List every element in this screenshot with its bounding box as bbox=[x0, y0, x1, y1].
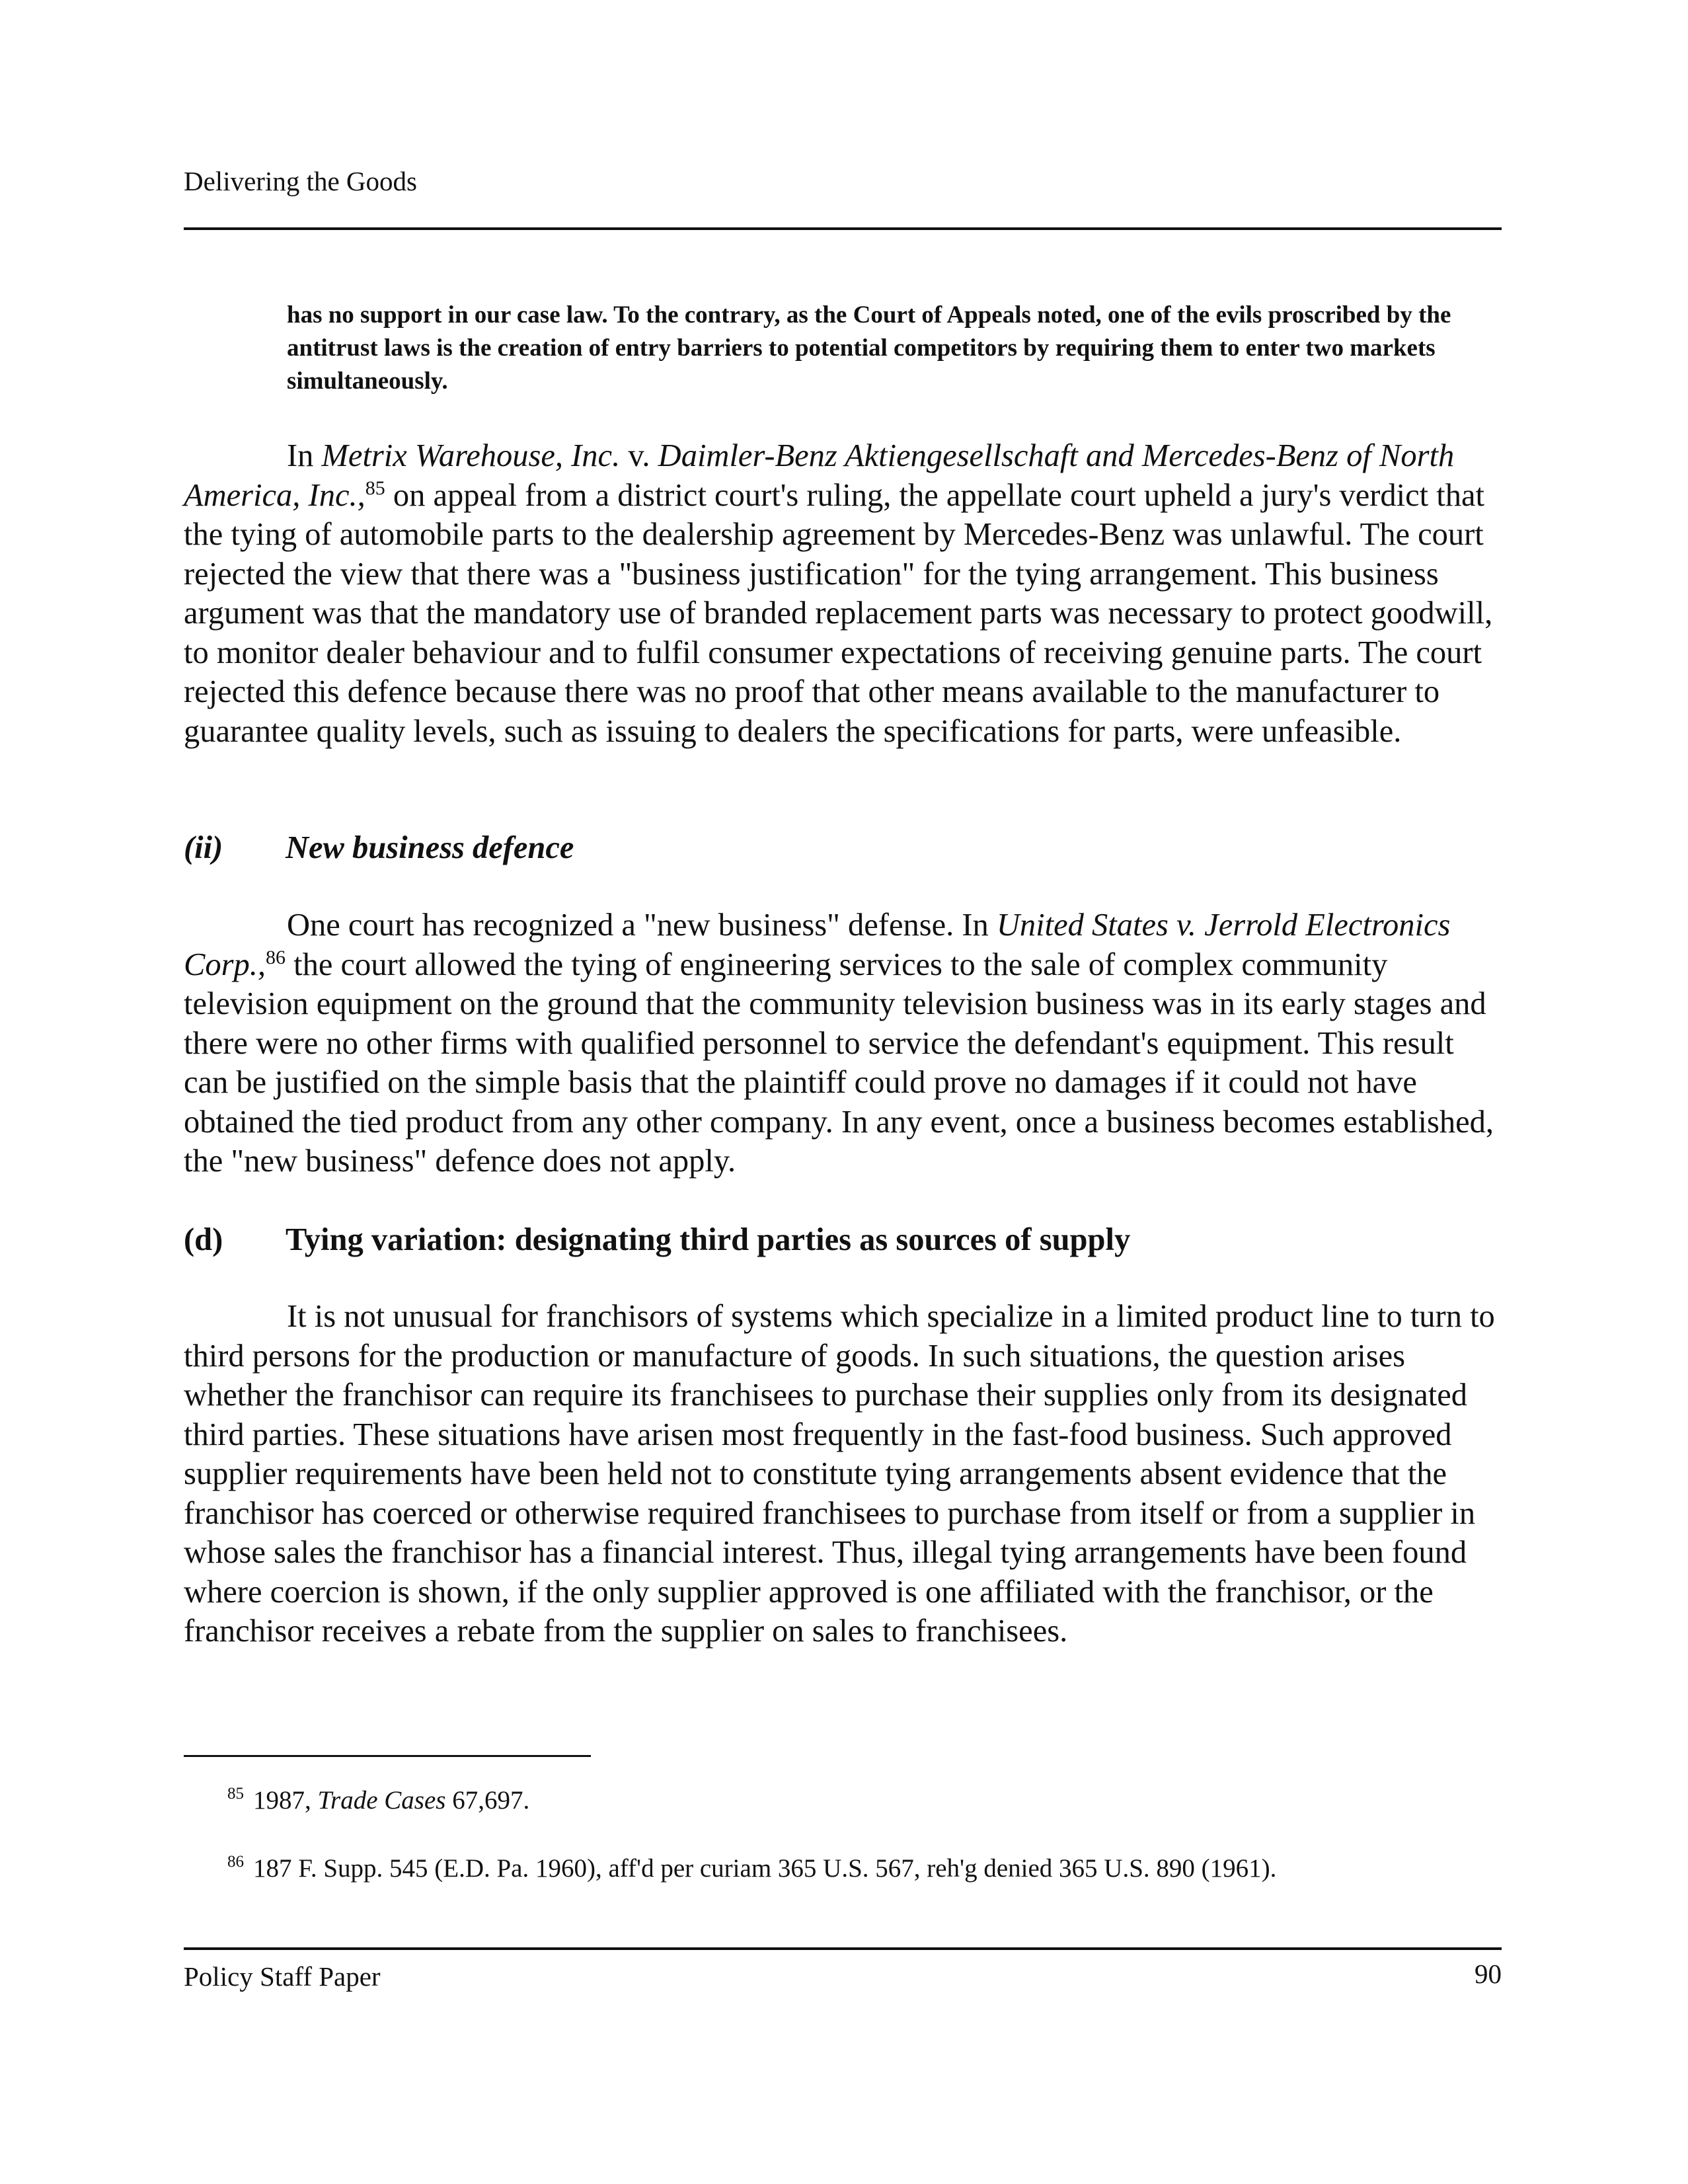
block-quote: has no support in our case law. To the contrary, as the Court of Appeals noted, one of the evils proscribed by the antitrust laws is the creation of entry barriers to potential competitors by requiring them to enter two markets simultaneously. bbox=[287, 301, 1451, 395]
heading-number: (ii) bbox=[184, 830, 223, 865]
running-header: Delivering the Goods bbox=[184, 166, 417, 196]
footnote-85 bbox=[227, 1785, 529, 1815]
section-heading-d bbox=[184, 1222, 1130, 1258]
section-heading-ii bbox=[184, 830, 574, 866]
paragraph-text: on appeal from a district court's ruling, the appellate court upheld a jury's verdict that the tying of automobile parts to the dealership agreement by Mercedes-Benz was unlawful. The court rejected the view that there was a "business justification" for the tying arrangement. This business argument was that the mandatory use of branded replacement parts was necessary to protect goodwill, to monitor dealer behaviour and to fulfil consumer expectations of receiving genuine parts. The court rejected this defence because there was no proof that other means available to the manufacturer to guarantee quality levels, such as issuing to dealers the specifications for parts, were unfeasible. bbox=[184, 477, 1493, 749]
footnote-reference: 85 bbox=[365, 477, 385, 499]
versus-text: v. bbox=[620, 438, 658, 473]
paragraph-lead: One court has recognized a "new business" defense. In bbox=[287, 908, 997, 943]
footnote-italic: Trade Cases bbox=[317, 1786, 446, 1814]
footnote-text: 187 F. Supp. 545 (E.D. Pa. 1960), aff'd per curiam 365 U.S. 567, reh'g denied 365 U.S. 890 (1961). bbox=[253, 1854, 1277, 1883]
paragraph-third-parties: It is not unusual for franchisors of systems which specialize in a limited product line to turn to third persons for the production or manufacture of goods. In such situations, the question arises whether the franchisor can require its franchisees to purchase their supplies only from its designated third parties. These situations have arisen most frequently in the fast-food business. Such approved supplier requirements have been held not to constitute tying arrangements absent evidence that the franchisor has coerced or otherwise required franchisees to purchase from itself or from a supplier in whose sales the franchisor has a financial interest. Thus, illegal tying arrangements have been found where coercion is shown, if the only supplier approved is one affiliated with the franchisor, or the franchisor receives a rebate from the supplier on sales to franchisees. bbox=[184, 1299, 1495, 1649]
footnote-mark: 85 bbox=[227, 1785, 244, 1803]
footer-rule bbox=[184, 1947, 1502, 1950]
case-name: United States v. Jerrold Electronics Corp., bbox=[184, 908, 1451, 982]
case-name: Daimler-Benz Aktiengesellschaft and Mercedes-Benz of North America, Inc., bbox=[184, 438, 1455, 513]
footnote-rule bbox=[184, 1755, 591, 1757]
footnote-reference: 86 bbox=[265, 946, 286, 968]
heading-number: (d) bbox=[184, 1222, 223, 1257]
footnote-text: 67,697. bbox=[445, 1786, 530, 1814]
paragraph-metrix bbox=[184, 436, 1502, 751]
header-rule bbox=[184, 227, 1502, 230]
case-name: Metrix Warehouse, Inc. bbox=[321, 438, 621, 473]
heading-title: Tying variation: designating third parties as sources of supply bbox=[286, 1222, 1131, 1257]
paragraph-new-business bbox=[184, 906, 1502, 1181]
paragraph-lead: In bbox=[287, 438, 322, 473]
footnote-86 bbox=[227, 1853, 1276, 1883]
footnote-text: 1987, bbox=[253, 1786, 318, 1814]
paragraph-text: the court allowed the tying of engineering services to the sale of complex community television equipment on the ground that the community television business was in its early stages and there were no other firms with qualified personnel to service the defendant's equipment. This result can be justified on the simple basis that the plaintiff could prove no damages if it could not have obtained the tied product from any other company. In any event, once a business becomes established, the "new business" defence does not apply. bbox=[184, 947, 1494, 1179]
footer-publication: Policy Staff Paper bbox=[184, 1961, 381, 1992]
footnote-mark: 86 bbox=[227, 1853, 244, 1871]
page-number: 90 bbox=[1475, 1959, 1502, 1989]
heading-title: New business defence bbox=[286, 830, 574, 865]
